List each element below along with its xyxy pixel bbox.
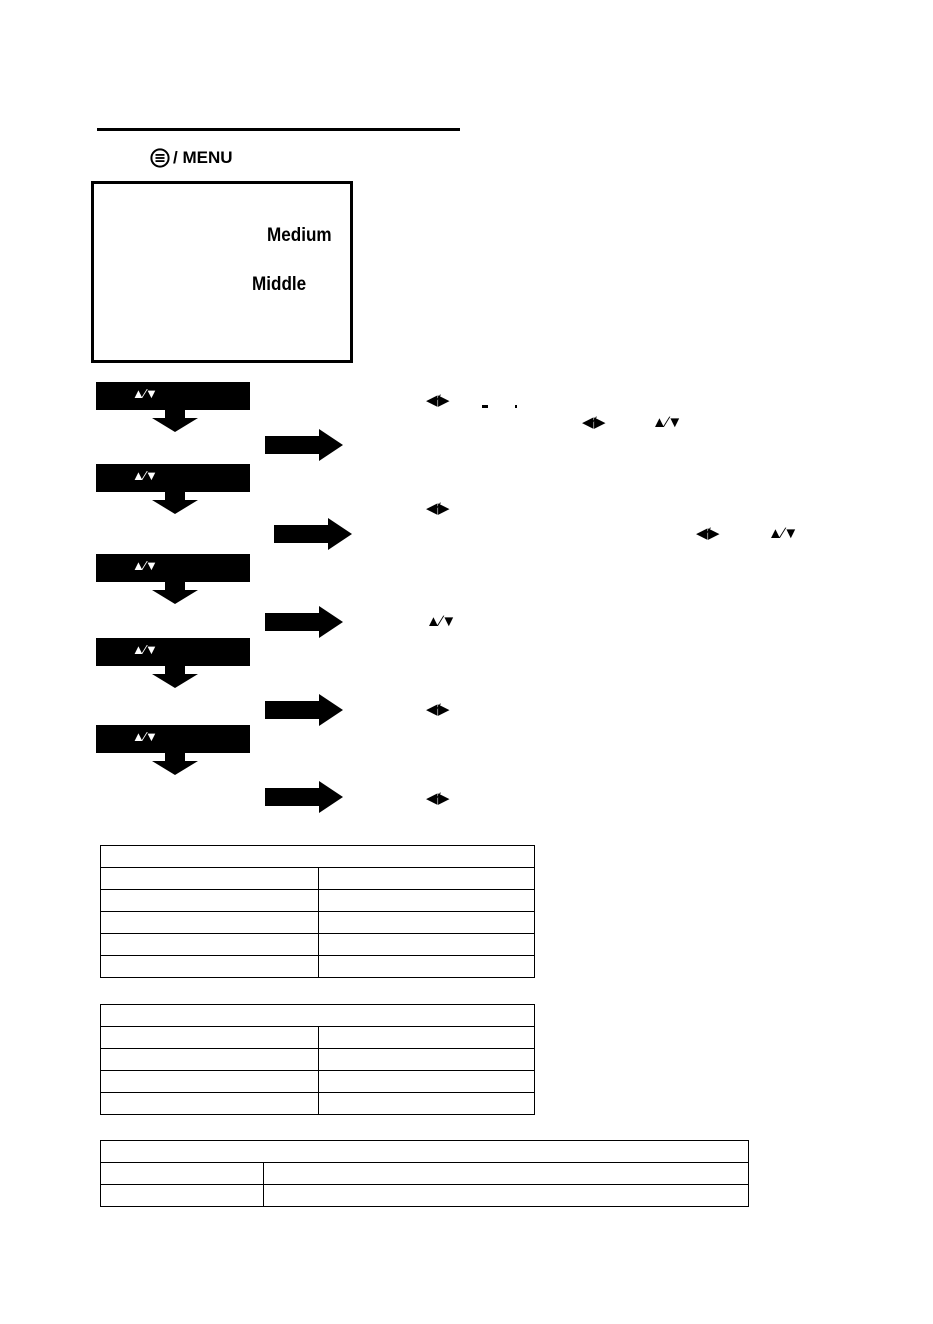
table-cell (101, 890, 319, 912)
left-right-icon: ◀∕▶ (426, 701, 449, 718)
table-cell (101, 1185, 264, 1207)
table-row (101, 1093, 535, 1115)
menu-header (150, 146, 233, 170)
table-cell (101, 1071, 319, 1093)
table-header-row (101, 846, 535, 868)
down-arrow-icon (150, 492, 200, 514)
table-cell (319, 934, 535, 956)
step-bar-5 (96, 725, 250, 753)
section-title-rule (97, 128, 460, 131)
table-row (101, 1049, 535, 1071)
settings-table-1 (100, 845, 535, 978)
table-cell (101, 912, 319, 934)
left-right-icon: ◀∕▶ (426, 392, 449, 409)
menu-icon (150, 148, 170, 168)
table-cell (101, 1049, 319, 1071)
left-right-icon: ◀∕▶ (582, 414, 605, 431)
left-right-icon: ◀∕▶ (426, 500, 449, 517)
menu-label: / MENU (173, 148, 233, 167)
table-cell (101, 1093, 319, 1115)
table-header-cell (101, 1005, 535, 1027)
down-arrow-icon (150, 666, 200, 688)
up-down-icon: ▲∕▼ (132, 729, 157, 744)
table-row (101, 868, 535, 890)
table-cell (319, 912, 535, 934)
up-down-icon: ▲∕▼ (132, 386, 157, 401)
screen-value-medium: Medium (267, 225, 332, 246)
step-bar-1 (96, 382, 250, 410)
right-arrow-icon (274, 518, 352, 550)
table-cell (101, 868, 319, 890)
left-right-icon: ◀∕▶ (426, 790, 449, 807)
table-row (101, 912, 535, 934)
table-cell (319, 1049, 535, 1071)
right-arrow-icon (265, 781, 343, 813)
left-right-icon: ◀∕▶ (696, 525, 719, 542)
table-cell (319, 1027, 535, 1049)
table-cell (319, 956, 535, 978)
right-arrow-icon (265, 606, 343, 638)
right-arrow-icon (265, 694, 343, 726)
table-cell (319, 1071, 535, 1093)
table-cell (101, 934, 319, 956)
table-row (101, 934, 535, 956)
screen-value-middle: Middle (252, 274, 307, 295)
table-cell (264, 1185, 749, 1207)
settings-table-2 (100, 1004, 535, 1115)
right-arrow-icon (265, 429, 343, 461)
table-row (101, 1027, 535, 1049)
down-arrow-icon (150, 753, 200, 775)
step-bar-4 (96, 638, 250, 666)
table-cell (319, 868, 535, 890)
table-header-row (101, 1005, 535, 1027)
table-row (101, 1071, 535, 1093)
table-cell (319, 890, 535, 912)
table-cell (101, 1163, 264, 1185)
up-down-icon: ▲∕▼ (132, 558, 157, 573)
mark (515, 405, 517, 408)
down-arrow-icon (150, 582, 200, 604)
table-row (101, 890, 535, 912)
osd-screen (91, 181, 353, 363)
table-row (101, 956, 535, 978)
step-bar-3 (96, 554, 250, 582)
table-cell (264, 1163, 749, 1185)
table-row (101, 1185, 749, 1207)
step-bar-2 (96, 464, 250, 492)
settings-table-3 (100, 1140, 749, 1207)
up-down-icon: ▲∕▼ (132, 642, 157, 657)
table-row (101, 1163, 749, 1185)
mark (482, 405, 488, 408)
table-cell (319, 1093, 535, 1115)
table-header-row (101, 1141, 749, 1163)
down-arrow-icon (150, 410, 200, 432)
table-header-cell (101, 846, 535, 868)
table-cell (101, 956, 319, 978)
up-down-icon: ▲∕▼ (426, 613, 456, 630)
up-down-icon: ▲∕▼ (652, 414, 682, 431)
table-header-cell (101, 1141, 749, 1163)
up-down-icon: ▲∕▼ (132, 468, 157, 483)
table-cell (101, 1027, 319, 1049)
up-down-icon: ▲∕▼ (768, 525, 798, 542)
